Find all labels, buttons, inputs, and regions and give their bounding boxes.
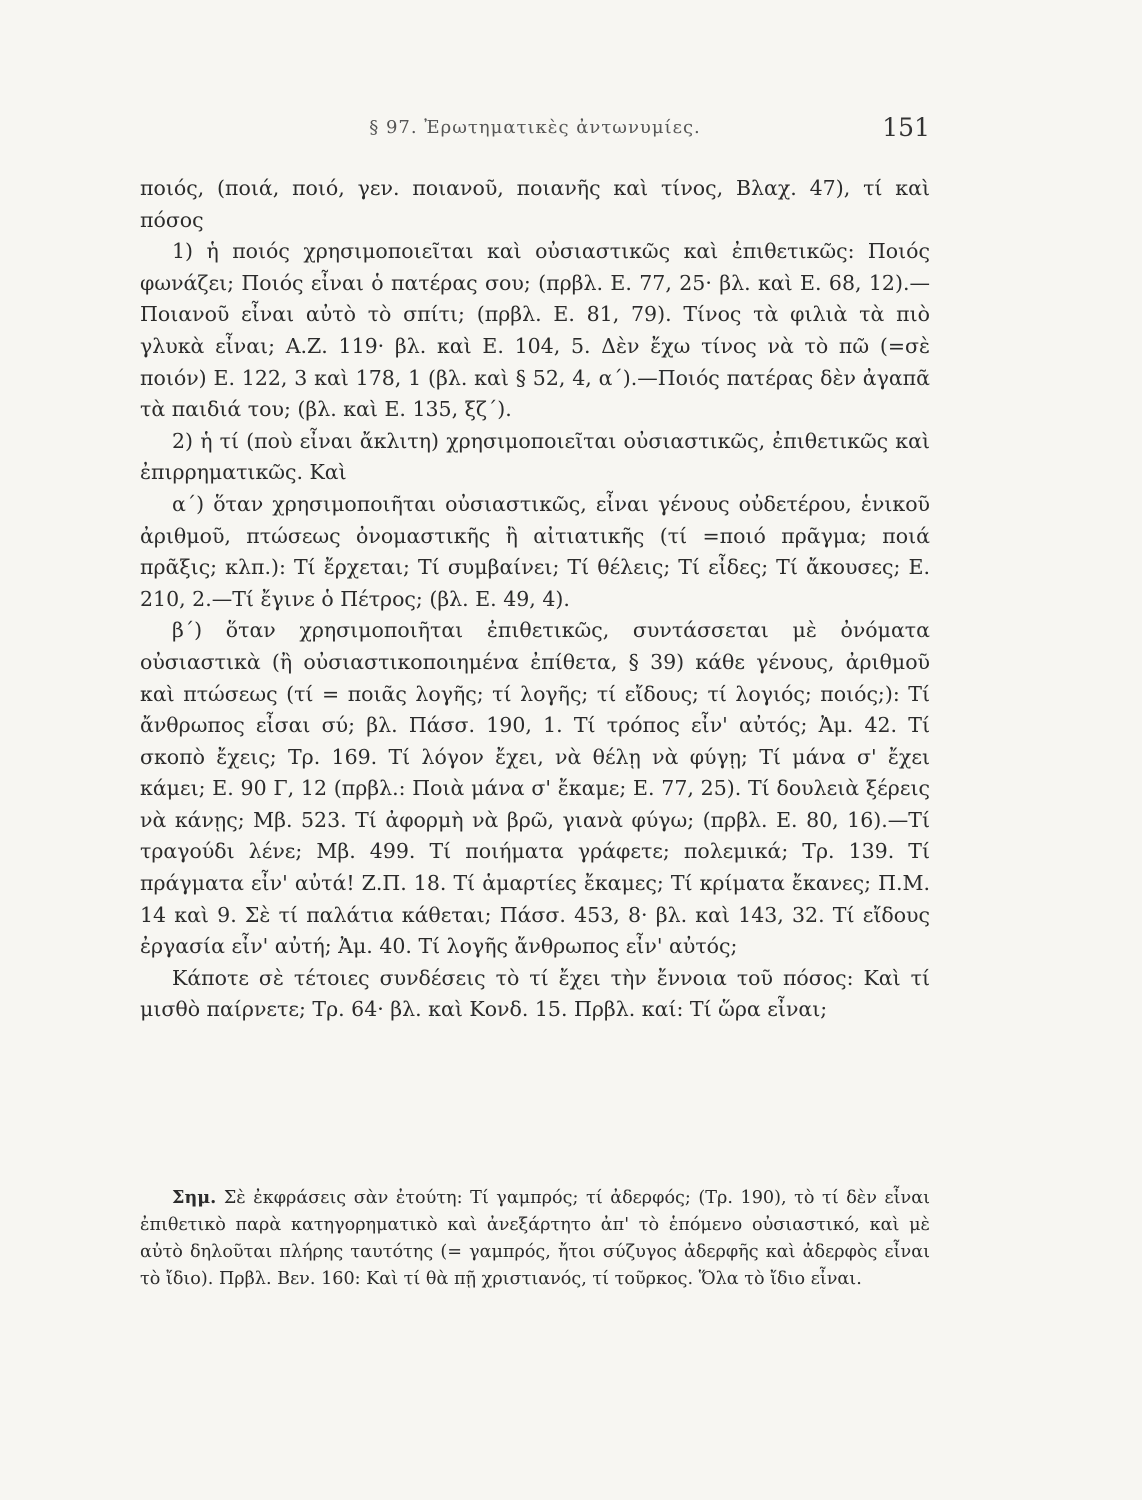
note-label: Σημ.	[172, 1187, 217, 1208]
paragraph-poios: 1) ἡ ποιός χρησιμοποιεῖται καὶ οὐσιαστικῶς καὶ ἐπιθετικῶς: Ποιός φωνάζει; Ποιός εἶναι ὁ πατέρας σου; (πρβλ. Ε. 77, 25· βλ. καὶ Ε. 68, 12).—Ποιανοῦ εἶναι αὐτὸ τὸ σπίτι; (πρβλ. Ε. 81, 79). Τίνος τὰ φιλιὰ τὰ πιὸ γλυκὰ εἶναι; Α.Ζ. 119· βλ. καὶ Ε. 104, 5. Δὲν ἔχω τίνος νὰ τὸ πῶ (=σὲ ποιόν) Ε. 122, 3 καὶ 178, 1 (βλ. καὶ § 52, 4, α΄).—Ποιός πατέρας δὲν ἀγαπᾶ τὰ παιδιά του; (βλ. καὶ Ε. 135, ξζ΄).	[140, 239, 930, 422]
paragraph-ti-substantive: α΄) ὅταν χρησιμοποιῆται οὐσιαστικῶς, εἶναι γένους οὐδετέρου, ἑνικοῦ ἀριθμοῦ, πτώσεως ὀνομαστικῆς ἢ αἰτιατικῆς (τί =ποιό πρᾶγμα; ποιά πρᾶξις; κλπ.): Τί ἔρχεται; Τί συμβαίνει; Τί θέλεις; Τί εἶδες; Τί ἄκουσες; Ε. 210, 2.—Τί ἔγινε ὁ Πέτρος; (βλ. Ε. 49, 4).	[140, 491, 930, 611]
body-text	[140, 173, 930, 1026]
page-number: 151	[882, 113, 930, 142]
paragraph-ti-adjective: β΄) ὅταν χρησιμοποιῆται ἐπιθετικῶς, συντάσσεται μὲ ὀνόματα οὐσιαστικὰ (ἢ οὐσιαστικοποιημένα ἐπίθετα, § 39) κάθε γένους, ἀριθμοῦ καὶ πτώσεως (τί = ποιᾶς λογῆς; τί λογῆς; τί εἴδους; τί λογιός; ποιός;): Τί ἄνθρωπος εἶσαι σύ; βλ. Πάσσ. 190, 1. Τί τρόπος εἶν' αὐτός; Ἀμ. 42. Τί σκοπὸ ἔχεις; Τρ. 169. Τί λόγον ἔχει, νὰ θέλῃ νὰ φύγῃ; Τί μάνα σ' ἔχει κάμει; Ε. 90 Γ, 12 (πρβλ.: Ποιὰ μάνα σ' ἔκαμε; Ε. 77, 25). Τί δουλειὰ ξέρεις νὰ κάνῃς; Μβ. 523. Τί ἀφορμὴ νὰ βρῶ, γιανὰ φύγω; (πρβλ. Ε. 80, 16).—Τί τραγούδι λένε; Μβ. 499. Τί ποιήματα γράφετε; πολεμικά; Τρ. 139. Τί πράγματα εἶν' αὐτά! Ζ.Π. 18. Τί ἁμαρτίες ἔκαμες; Τί κρίματα ἔκανες; Π.Μ. 14 καὶ 9. Σὲ τί παλάτια κάθεται; Πάσσ. 453, 8· βλ. καὶ 143, 32. Τί εἴδους ἐργασία εἶν' αὐτή; Ἀμ. 40. Τί λογῆς ἄνθρωπος εἶν' αὐτός;	[140, 618, 930, 959]
paragraph-ti: 2) ἡ τί (ποὺ εἶναι ἄκλιτη) χρησιμοποιεῖται οὐσιαστικῶς, ἐπιθετικῶς καὶ ἐπιρρηματικῶς. Καὶ	[140, 428, 930, 485]
running-title: § 97. Ἐρωτηματικὲς ἀντωνυμίες.	[369, 117, 701, 138]
footnote	[140, 1184, 930, 1293]
note-text: Σὲ ἐκφράσεις σὰν ἐτούτη: Τί γαμπρός; τί ἀδερφός; (Τρ. 190), τὸ τί δὲν εἶναι ἐπιθετικὸ παρὰ κατηγορηματικὸ καὶ ἀνεξάρτητο ἀπ' τὸ ἑπόμενο οὐσιαστικό, καὶ μὲ αὐτὸ δηλοῦται πλήρης ταυτότης (= γαμπρός, ἤτοι σύζυγος ἀδερφῆς καὶ ἀδερφὸς εἶναι τὸ ἴδιο). Πρβλ. Βεν. 160: Καὶ τί θὰ πῇ χριστιανός, τί τοῦρκος. Ὅλα τὸ ἴδιο εἶναι.	[140, 1188, 931, 1289]
paragraph-ti-poson: Κάποτε σὲ τέτοιες συνδέσεις τὸ τί ἔχει τὴν ἔννοια τοῦ πόσος: Καὶ τί μισθὸ παίρνετε; Τρ. 64· βλ. καὶ Κονδ. 15. Πρβλ. καί: Τί ὥρα εἶναι;	[140, 965, 930, 1022]
page-header	[140, 113, 930, 149]
note-paragraph	[140, 1184, 930, 1293]
paragraph-intro: ποιός, (ποιά, ποιό, γεν. ποιανοῦ, ποιανῆς καὶ τίνος, Βλαχ. 47), τί καὶ πόσος	[140, 176, 930, 232]
